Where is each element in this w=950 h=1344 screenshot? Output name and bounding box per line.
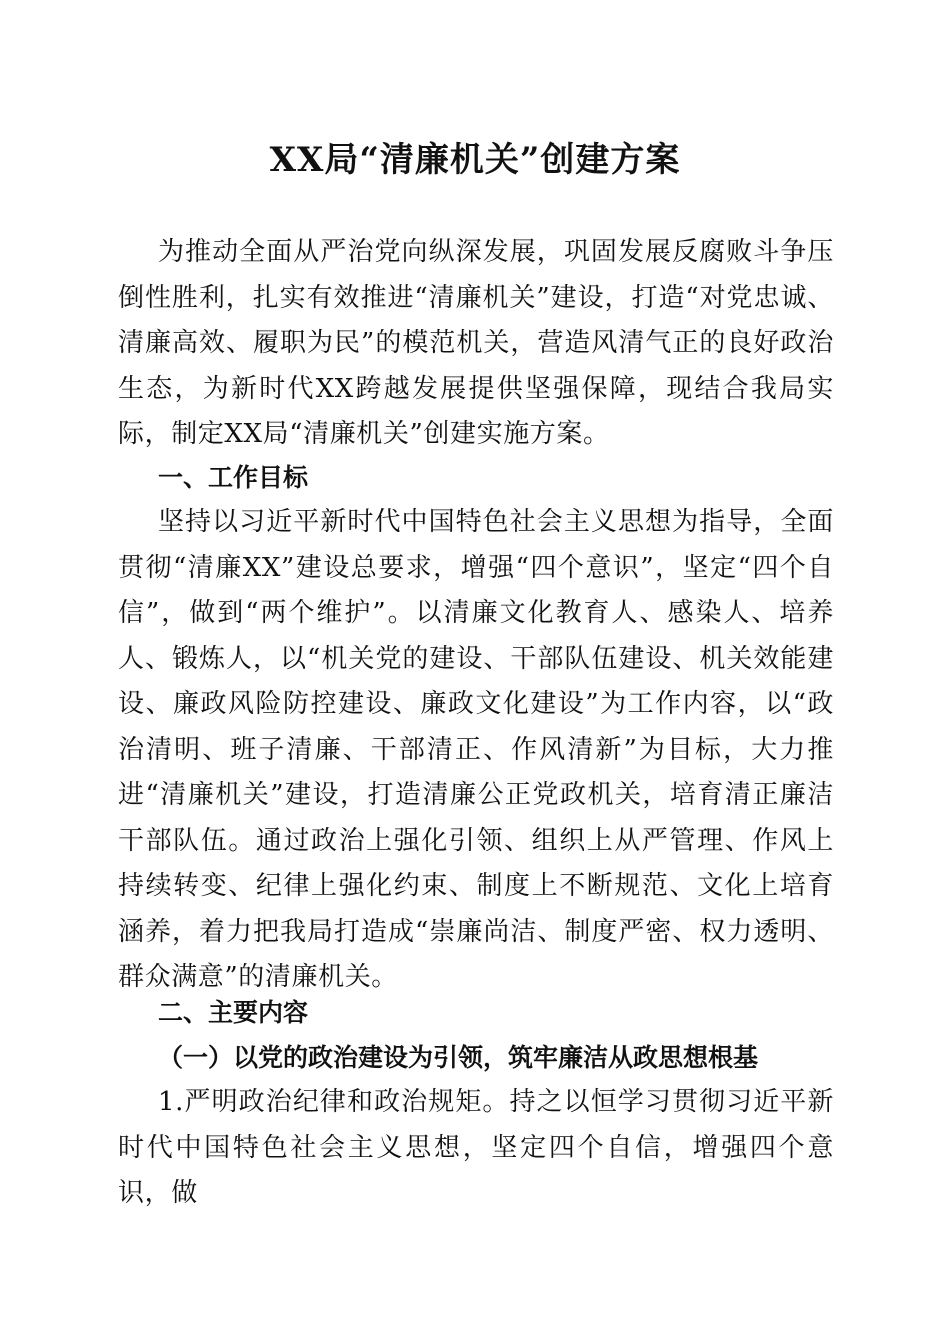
subsection-heading-political: （一）以党的政治建设为引领，筑牢廉洁从政思想根基 bbox=[158, 1043, 759, 1072]
document-title: XX局“清廉机关”创建方案 bbox=[269, 140, 681, 180]
section-heading-content: 二、主要内容 bbox=[158, 998, 309, 1027]
intro-paragraph: 为推动全面从严治党向纵深发展，巩固发展反腐败斗争压倒性胜利，扎实有效推进“清廉机关”建设，打造“对党忠诚、清廉高效、履职为民”的模范机关，营造风清气正的良好政治生态，为新时代XX跨越发展提供坚强保障，现结合我局实际，制定XX局“清廉机关”创建实施方案。 bbox=[118, 237, 834, 449]
political-discipline-paragraph: 1.严明政治纪律和政治规矩。持之以恒学习贯彻习近平新时代中国特色社会主义思想，坚定四个自信，增强四个意识，做 bbox=[118, 1087, 834, 1208]
section-heading-goals: 一、工作目标 bbox=[158, 463, 309, 492]
goals-paragraph: 坚持以习近平新时代中国特色社会主义思想为指导，全面贯彻“清廉XX”建设总要求，增强“四个意识”，坚定“四个自信”，做到“两个维护”。以清廉文化教育人、感染人、培养人、锻炼人，以“机关党的建设、干部队伍建设、机关效能建设、廉政风险防控建设、廉政文化建设”为工作内容，以“政治清明、班子清廉、干部清正、作风清新”为目标，大力推进“清廉机关”建设，打造清廉公正党政机关，培育清正廉洁干部队伍。通过政治上强化引领、组织上从严管理、作风上持续转变、纪律上强化约束、制度上不断规范、文化上培育涵养，着力把我局打造成“崇廉尚洁、制度严密、权力透明、群众满意”的清廉机关。 bbox=[118, 507, 834, 992]
